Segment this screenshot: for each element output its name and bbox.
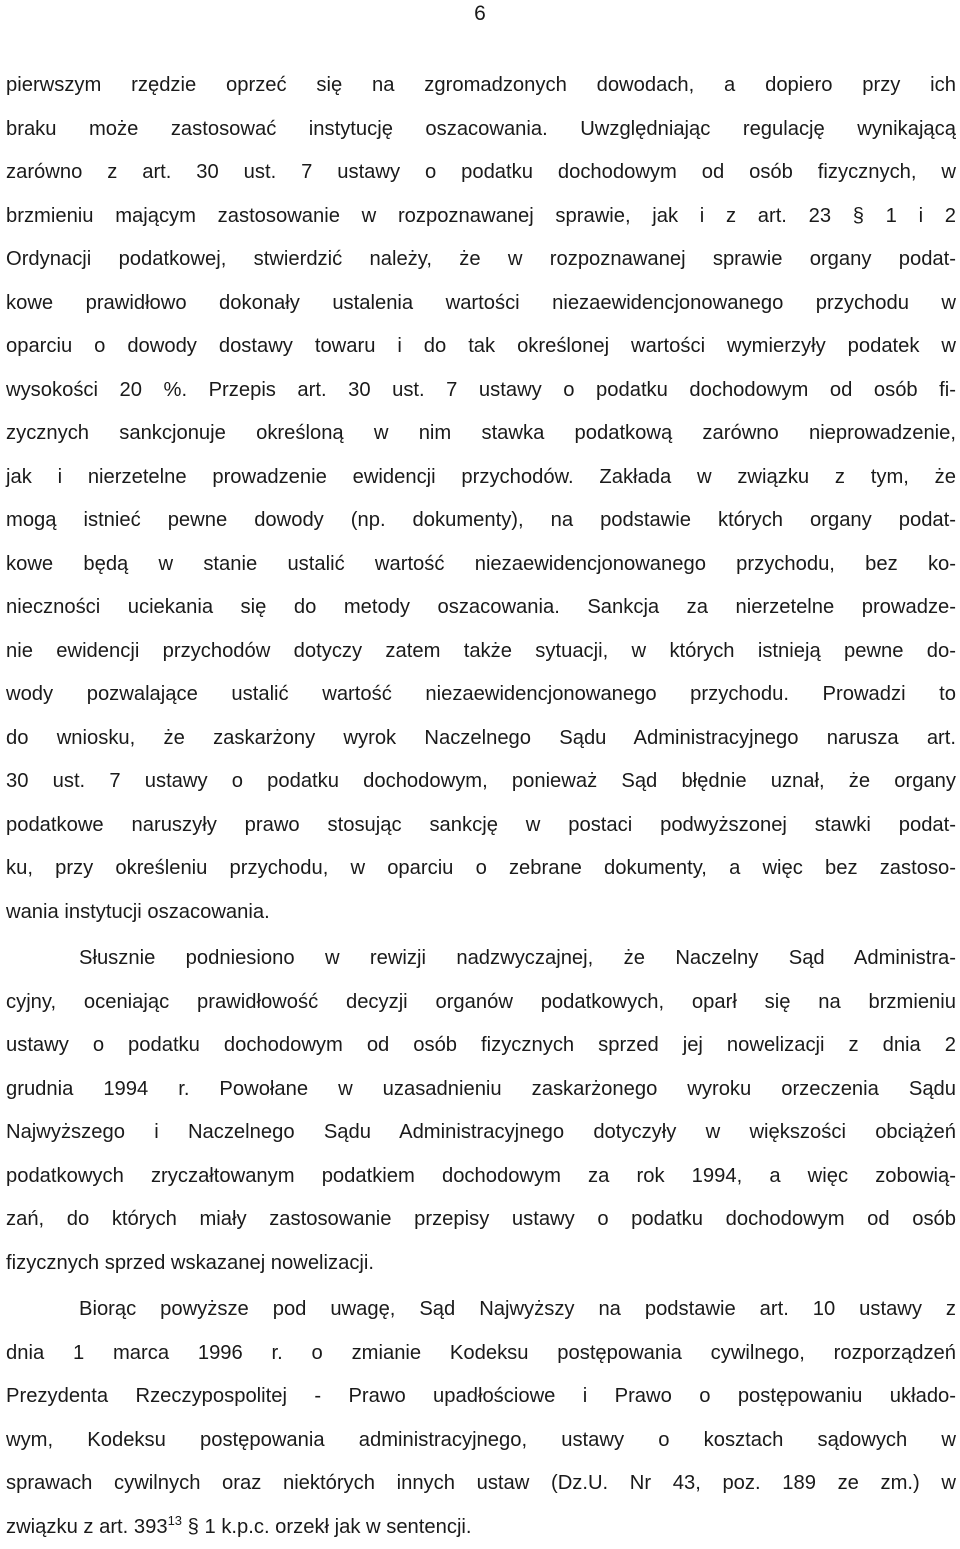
text-line: zań, do których miały zastosowanie przepisy ustawy o podatku dochodowym od osób xyxy=(6,1198,956,1242)
page-number: 6 xyxy=(0,2,960,26)
text-line: sprawach cywilnych oraz niektórych innych ustaw (Dz.U. Nr 43, poz. 189 ze zm.) w xyxy=(6,1462,956,1506)
text-line: wysokości 20 %. Przepis art. 30 ust. 7 ustawy o podatku dochodowym od osób fi- xyxy=(6,369,956,413)
text-line: dnia 1 marca 1996 r. o zmianie Kodeksu postępowania cywilnego, rozporządzeń xyxy=(6,1332,956,1376)
text-line: kowe prawidłowo dokonały ustalenia wartości niezaewidencjonowanego przychodu w xyxy=(6,282,956,326)
text-line: cyjny, oceniając prawidłowość decyzji organów podatkowych, oparł się na brzmieniu xyxy=(6,981,956,1025)
text-line: podatkowych zryczałtowanym podatkiem dochodowym za rok 1994, a więc zobowią- xyxy=(6,1155,956,1199)
final-line-end: § 1 k.p.c. orzekł jak w sentencji. xyxy=(182,1516,471,1538)
text-line: braku może zastosować instytucję oszacowania. Uwzględniając regulację wynikającą xyxy=(6,108,956,152)
text-line: nie ewidencji przychodów dotyczy zatem także sytuacji, w których istnieją pewne do- xyxy=(6,630,956,674)
text-line: kowe będą w stanie ustalić wartość niezaewidencjonowanego przychodu, bez ko- xyxy=(6,543,956,587)
paragraph-3 xyxy=(6,1288,956,1549)
text-line: wania instytucji oszacowania. xyxy=(6,891,956,935)
text-line: pierwszym rzędzie oprzeć się na zgromadzonych dowodach, a dopiero przy ich xyxy=(6,64,956,108)
text-line: wym, Kodeksu postępowania administracyjnego, ustawy o kosztach sądowych w xyxy=(6,1419,956,1463)
text-line: oparciu o dowody dostawy towaru i do tak określonej wartości wymierzyły podatek w xyxy=(6,325,956,369)
text-line: jak i nierzetelne prowadzenie ewidencji przychodów. Zakłada w związku z tym, że xyxy=(6,456,956,500)
text-line: nieczności uciekania się do metody oszacowania. Sankcja za nierzetelne prowadze- xyxy=(6,586,956,630)
text-line: 30 ust. 7 ustawy o podatku dochodowym, ponieważ Sąd błędnie uznał, że organy xyxy=(6,760,956,804)
text-line: do wniosku, że zaskarżony wyrok Naczelnego Sądu Administracyjnego narusza art. xyxy=(6,717,956,761)
text-line: ustawy o podatku dochodowym od osób fizycznych sprzed jej nowelizacji z dnia 2 xyxy=(6,1024,956,1068)
text-line: zycznych sankcjonuje określoną w nim stawka podatkową zarówno nieprowadzenie, xyxy=(6,412,956,456)
text-line: Prezydenta Rzeczypospolitej - Prawo upadłościowe i Prawo o postępowaniu układo- xyxy=(6,1375,956,1419)
final-line-start: związku z art. 393 xyxy=(6,1516,168,1538)
text-line: wody pozwalające ustalić wartość niezaewidencjonowanego przychodu. Prowadzi to xyxy=(6,673,956,717)
paragraph-2 xyxy=(6,937,956,1285)
superscript-13: 13 xyxy=(168,1513,182,1528)
text-line: Biorąc powyższe pod uwagę, Sąd Najwyższy na podstawie art. 10 ustawy z xyxy=(6,1288,956,1332)
text-line: mogą istnieć pewne dowody (np. dokumenty), na podstawie których organy podat- xyxy=(6,499,956,543)
paragraph-1 xyxy=(6,64,956,934)
text-line: ku, przy określeniu przychodu, w oparciu o zebrane dokumenty, a więc bez zastoso- xyxy=(6,847,956,891)
text-line: Słusznie podniesiono w rewizji nadzwyczajnej, że Naczelny Sąd Administra- xyxy=(6,937,956,981)
text-line: grudnia 1994 r. Powołane w uzasadnieniu zaskarżonego wyroku orzeczenia Sądu xyxy=(6,1068,956,1112)
text-line: Najwyższego i Naczelnego Sądu Administracyjnego dotyczyły w większości obciążeń xyxy=(6,1111,956,1155)
final-line xyxy=(6,1506,956,1549)
text-line: zarówno z art. 30 ust. 7 ustawy o podatku dochodowym od osób fizycznych, w xyxy=(6,151,956,195)
text-line: fizycznych sprzed wskazanej nowelizacji. xyxy=(6,1242,956,1286)
text-line: brzmieniu mającym zastosowanie w rozpoznawanej sprawie, jak i z art. 23 § 1 i 2 xyxy=(6,195,956,239)
text-line: Ordynacji podatkowej, stwierdzić należy, że w rozpoznawanej sprawie organy podat- xyxy=(6,238,956,282)
text-line: podatkowe naruszyły prawo stosując sankcję w postaci podwyższonej stawki podat- xyxy=(6,804,956,848)
